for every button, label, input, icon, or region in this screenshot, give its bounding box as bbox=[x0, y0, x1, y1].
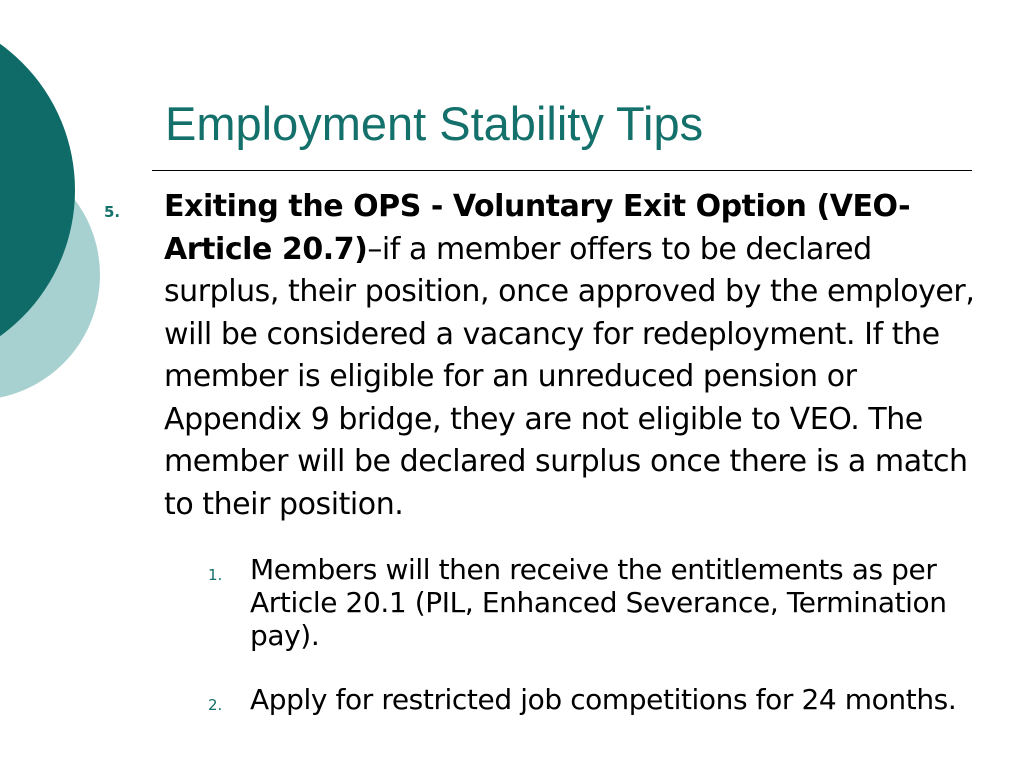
list-item-heading: Exiting the OPS - Voluntary Exit Option (VEO-Article 20.7) bbox=[164, 189, 911, 267]
sub-list-text: Members will then receive the entitlements as per Article 20.1 (PIL, Enhanced Severance, Termination pay). bbox=[250, 553, 947, 652]
sub-list-number: 2. bbox=[208, 696, 223, 714]
sub-list-item bbox=[208, 553, 968, 652]
list-item-body: –if a member offers to be declared surplus, their position, once approved by the employer, will be considered a vacancy for redeployment. If the member is eligible for an unreduced pension or Appendix 9 bridge, they are not eligible to VEO. The member will be declared surplus once there is a match to their position. bbox=[164, 231, 975, 522]
slide-title: Employment Stability Tips bbox=[165, 97, 704, 150]
title-divider bbox=[152, 170, 972, 171]
sub-list-item bbox=[208, 683, 968, 716]
list-number: 5. bbox=[104, 203, 121, 221]
sub-list-number: 1. bbox=[208, 566, 223, 584]
list-item-text bbox=[164, 186, 984, 526]
sub-list bbox=[208, 553, 968, 747]
sub-list-text: Apply for restricted job competitions for 24 months. bbox=[250, 683, 957, 716]
